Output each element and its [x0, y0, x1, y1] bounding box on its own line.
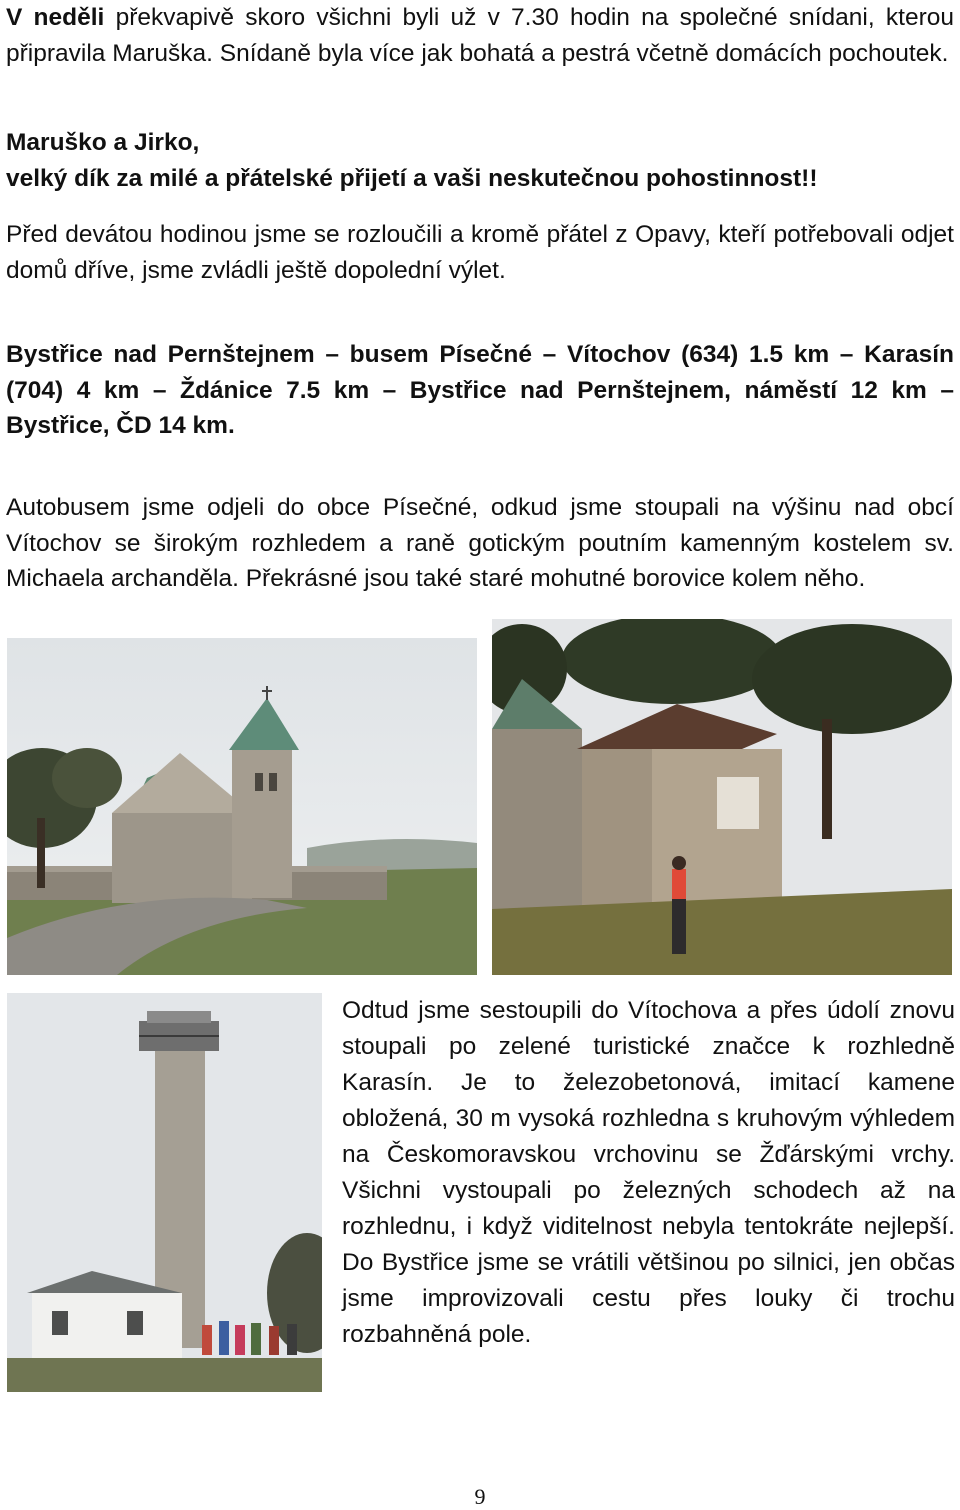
paragraph-karasin: Odtud jsme sestoupili do Vítochova a přes údolí znovu stoupali po zelené turistické značce k rozhledně Karasín. Je to železobetonová, imitací kamene obložená, 30 m vysoká rozhledna s kruhovým výhledem na Českomoravskou vrchovinu se Žďárskými vrchy. Všichni vystoupali po železných schodech až na rozhlednu, i když viditelnost nebyla tentokráte nejlepší. Do Bystřice jsme se vrátili většinou po silnici, jen občas jsme improvizovali cestu přes louky či trochu rozbahněná pole.	[342, 997, 955, 1348]
photo-chapel	[492, 619, 952, 975]
photo-church	[7, 638, 477, 975]
paragraph-breakfast	[6, 0, 954, 71]
photo-lookout-tower	[7, 993, 322, 1392]
thanks-line-2: velký dík za milé a přátelské přijetí a vaši neskutečnou pohostinnost!!	[6, 164, 818, 192]
paragraph-lead: V neděli	[6, 4, 105, 31]
paragraph-vitochov: Autobusem jsme odjeli do obce Písečné, odkud jsme stoupali na výšinu nad obcí Vítochov se širokým rozhledem a raně gotickým poutním kamenným kostelem sv. Michaela archanděla. Překrásné jsou také staré mohutné borovice kolem něho.	[6, 494, 954, 592]
page-number: 9	[474, 1484, 486, 1509]
paragraph-farewell: Před devátou hodinou jsme se rozloučili a kromě přátel z Opavy, kteří potřebovali odjet domů dříve, jsme zvládli ještě dopolední výlet.	[6, 221, 954, 284]
thanks-block	[6, 125, 954, 196]
thanks-line-1: Maruško a Jirko,	[6, 129, 200, 156]
route-summary: Bystřice nad Pernštejnem – busem Písečné – Vítochov (634) 1.5 km – Karasín (704) 4 km – Ždánice 7.5 km – Bystřice nad Pernštejnem, náměstí 12 km – Bystřice, ČD 14 km.	[6, 341, 954, 439]
paragraph-text: překvapivě skoro všichni byli už v 7.30 hodin na společné snídani, kterou připravila Maruška. Snídaně byla více jak bohatá a pestrá včetně domácích pochoutek.	[6, 4, 954, 67]
